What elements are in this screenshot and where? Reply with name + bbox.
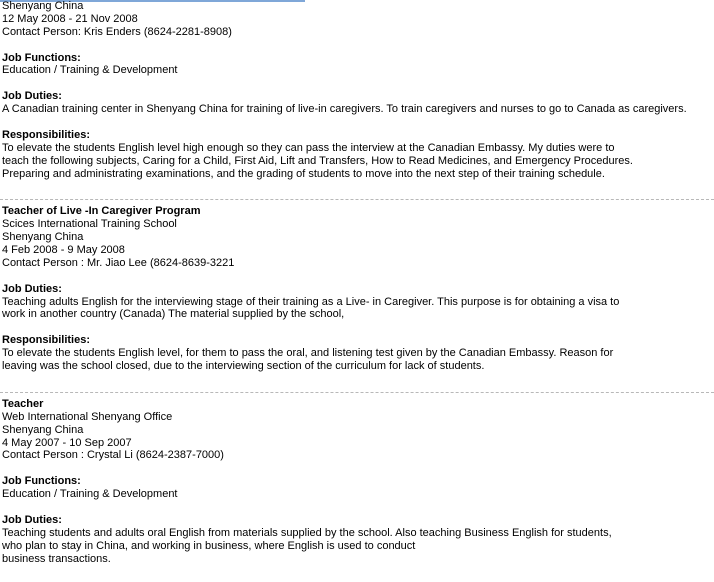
job-entry-1 — [2, 0, 712, 180]
job-location: Shenyang China — [2, 231, 84, 244]
job-company: Web International Shenyang Office — [2, 410, 173, 423]
job-location: Shenyang China — [2, 423, 84, 436]
job-duties-heading: Job Duties: — [2, 90, 62, 103]
responsibilities-heading: Responsibilities: — [2, 334, 91, 347]
responsibilities-heading: Responsibilities: — [2, 128, 91, 141]
job-contact: Contact Person : Crystal Li (8624-2387-7000) — [2, 449, 224, 462]
job-duties-line: A Canadian training center in Shenyang China for training of live-in caregivers. To train caregivers and nurses to go to Canada as caregivers. — [2, 103, 687, 116]
section-divider — [0, 199, 714, 200]
job-dates: 12 May 2008 - 21 Nov 2008 — [2, 12, 138, 25]
job-contact: Contact Person: Kris Enders (8624-2281-8908) — [2, 25, 232, 38]
responsibilities-line: leaving was the school closed, due to the interviewing section of the curriculum for lack of students. — [2, 360, 485, 373]
job-location: Shenyang China — [2, 0, 84, 12]
job-title: Teacher — [2, 397, 44, 410]
job-duties-line: Teaching adults English for the interviewing stage of their training as a Live- in Caregiver. This purpose is for obtaining a visa to — [2, 295, 620, 308]
job-duties-heading: Job Duties: — [2, 282, 62, 295]
responsibilities-line: To elevate the students English level high enough so they can pass the interview at the Canadian Embassy. My duties were to — [2, 141, 615, 154]
job-duties-line: who plan to stay in China, and working in business, where English is used to conduct — [2, 539, 416, 552]
job-functions: Education / Training & Development — [2, 488, 178, 501]
job-company: Scices International Training School — [2, 218, 177, 231]
job-duties-line: work in another country (Canada) The material supplied by the school, — [2, 308, 345, 321]
job-duties-line: Teaching students and adults oral English from materials supplied by the school. Also teaching Business English for students, — [2, 526, 612, 539]
job-functions-heading: Job Functions: — [2, 51, 81, 64]
section-divider — [0, 392, 714, 393]
resume-document — [2, 0, 712, 565]
job-functions: Education / Training & Development — [2, 64, 178, 77]
job-title: Teacher of Live -In Caregiver Program — [2, 205, 201, 218]
responsibilities-line: teach the following subjects, Caring for a Child, First Aid, Lift and Transfers, How to Read Medicines, and Emergency Procedures. — [2, 154, 633, 167]
job-entry-3 — [2, 398, 712, 566]
responsibilities-line: Preparing and administrating examinations, and the grading of students to move into the next step of their training schedule. — [2, 167, 605, 180]
responsibilities-line: To elevate the students English level, for them to pass the oral, and listening test given by the Canadian Embassy. Reason for — [2, 347, 614, 360]
job-entry-2 — [2, 205, 712, 373]
job-dates: 4 Feb 2008 - 9 May 2008 — [2, 244, 125, 257]
job-duties-heading: Job Duties: — [2, 513, 62, 526]
job-functions-heading: Job Functions: — [2, 475, 81, 488]
job-dates: 4 May 2007 - 10 Sep 2007 — [2, 436, 132, 449]
job-duties-line: business transactions. — [2, 552, 111, 565]
job-contact: Contact Person : Mr. Jiao Lee (8624-8639-3221 — [2, 256, 235, 269]
